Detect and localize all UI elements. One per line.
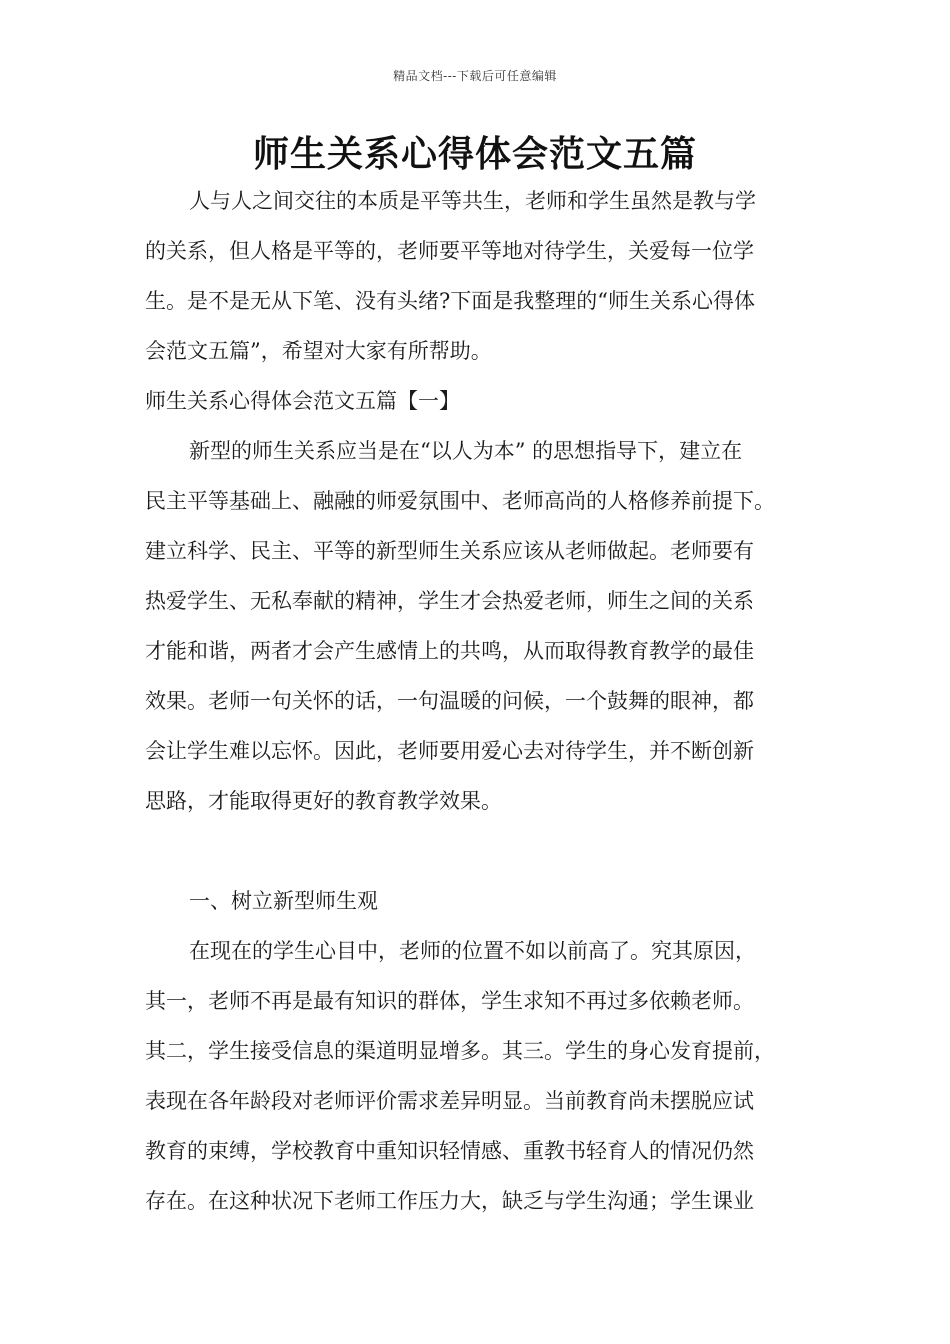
blank-line	[145, 826, 825, 876]
intro-line: 人与人之间交往的本质是平等共生，老师和学生虽然是教与学	[189, 189, 756, 213]
paragraph-line: 建立科学、民主、平等的新型师生关系应该从老师做起。老师要有	[145, 539, 754, 563]
intro-line: 会范文五篇”，希望对大家有所帮助。	[145, 339, 492, 363]
paragraph-line: 教育的束缚，学校教育中重知识轻情感、重教书轻育人的情况仍然	[145, 1139, 754, 1163]
intro-line: 的关系，但人格是平等的，老师要平等地对待学生，关爱每一位学	[145, 239, 754, 263]
paragraph-line: 其二，学生接受信息的渠道明显增多。其三。学生的身心发育提前，	[145, 1039, 775, 1063]
paragraph-line: 表现在各年龄段对老师评价需求差异明显。当前教育尚未摆脱应试	[145, 1089, 754, 1113]
page-title: 师生关系心得体会范文五篇	[252, 133, 697, 175]
paragraph-line: 效果。老师一句关怀的话，一句温暖的问候，一个鼓舞的眼神，都	[145, 689, 754, 713]
paragraph-line: 存在。在这种状况下老师工作压力大，缺乏与学生沟通；学生课业	[145, 1189, 754, 1213]
paragraph-line: 思路，才能取得更好的教育教学效果。	[145, 789, 502, 813]
section-heading: 师生关系心得体会范文五篇【一】	[145, 389, 460, 413]
paragraph-line: 才能和谐，两者才会产生感情上的共鸣，从而取得教育教学的最佳	[145, 639, 754, 663]
paragraph-line: 在现在的学生心目中，老师的位置不如以前高了。究其原因，	[189, 939, 756, 963]
document-body	[145, 176, 825, 1226]
intro-line: 生。是不是无从下笔、没有头绪?下面是我整理的“师生关系心得体	[145, 289, 755, 313]
header-note: 精品文档---下载后可任意编辑	[393, 69, 557, 83]
paragraph-line: 其一，老师不再是最有知识的群体，学生求知不再过多依赖老师。	[145, 989, 754, 1013]
paragraph-line: 新型的师生关系应当是在“以人为本” 的思想指导下，建立在	[189, 439, 743, 463]
paragraph-line: 民主平等基础上、融融的师爱氛围中、老师高尚的人格修养前提下。	[145, 489, 775, 513]
subheading: 一、树立新型师生观	[189, 889, 378, 913]
paragraph-line: 会让学生难以忘怀。因此，老师要用爱心去对待学生，并不断创新	[145, 739, 754, 763]
paragraph-line: 热爱学生、无私奉献的精神，学生才会热爱老师，师生之间的关系	[145, 589, 754, 613]
